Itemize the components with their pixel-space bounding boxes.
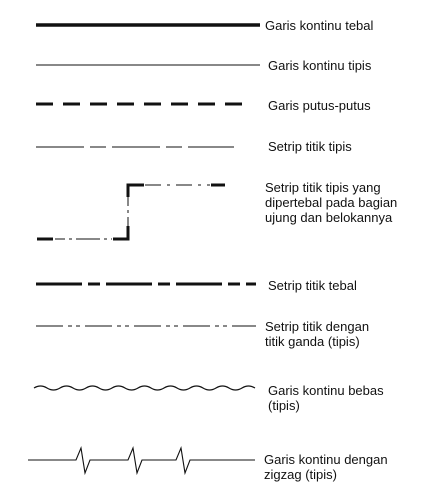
label-line: Garis putus-putus	[268, 98, 371, 113]
label-thin-chain	[268, 139, 352, 154]
label-line: Setrip titik dengan	[265, 319, 370, 334]
label-dashed	[268, 98, 371, 113]
label-thin-continuous	[268, 58, 371, 73]
label-line: Setrip titik tipis	[268, 139, 352, 154]
label-thick-continuous	[265, 18, 373, 33]
label-line: Garis kontinu bebas	[268, 383, 384, 398]
label-line: zigzag (tipis)	[264, 467, 337, 482]
label-line: Garis kontinu tebal	[265, 18, 374, 33]
freehand-line	[34, 386, 255, 390]
label-thin-chain-thick-ends	[265, 180, 397, 225]
zigzag-line	[28, 448, 255, 473]
label-line: Setrip titik tipis yang	[265, 180, 381, 195]
label-freehand	[268, 383, 384, 413]
label-line: (tipis)	[268, 398, 300, 413]
label-line: Garis kontinu dengan	[264, 452, 388, 467]
thin-chain-thick-ends-line	[37, 185, 225, 239]
label-line: Setrip titik tebal	[268, 278, 357, 293]
label-line: ujung dan belokannya	[265, 210, 393, 225]
label-line: Garis kontinu tipis	[268, 58, 372, 73]
label-zigzag	[264, 452, 388, 482]
label-line: dipertebal pada bagian	[265, 195, 398, 210]
label-line: titik ganda (tipis)	[265, 334, 360, 349]
label-double-dot-chain	[265, 319, 369, 349]
label-thick-chain	[268, 278, 357, 293]
